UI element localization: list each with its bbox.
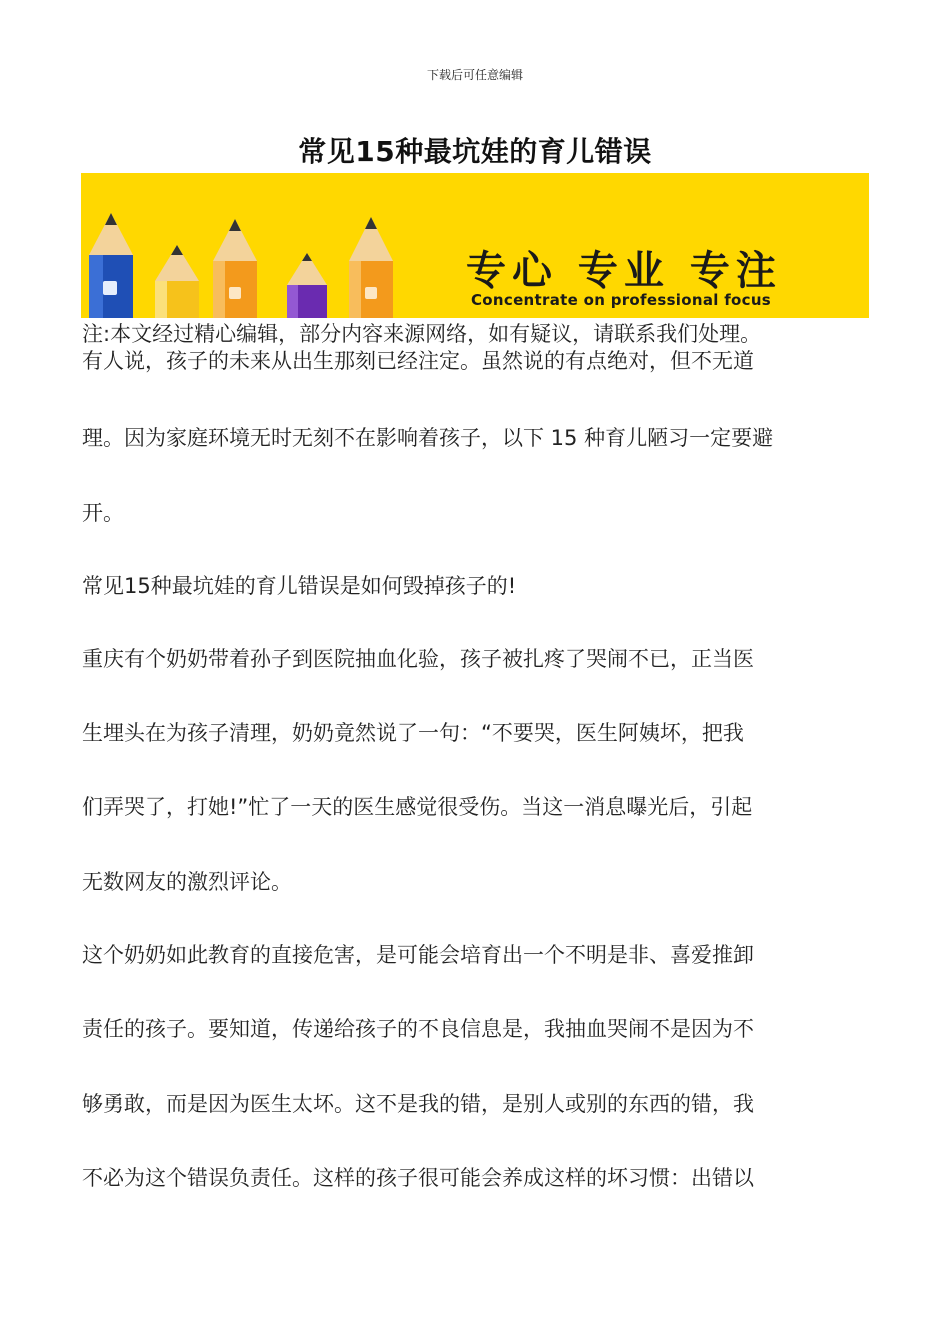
body-line: 这个奶奶如此教育的直接危害，是可能会培育出一个不明是非、喜爱推卸 <box>82 943 754 967</box>
body-line: 够勇敢，而是因为医生太坏。这不是我的错，是别人或别的东西的错，我 <box>82 1092 754 1116</box>
body-line: 生埋头在为孩子清理，奶奶竟然说了一句：“不要哭，医生阿姨坏，把我 <box>82 721 744 745</box>
pencil-blue <box>89 213 133 318</box>
body-line: 无数网友的激烈评论。 <box>82 870 292 894</box>
section-heading: 常见15种最坑娃的育儿错误是如何毁掉孩子的! <box>82 574 517 598</box>
note-line: 有人说，孩子的未来从出生那刻已经注定。虽然说的有点绝对，但不无道 <box>82 349 754 373</box>
body-line: 重庆有个奶奶带着孙子到医院抽血化验，孩子被扎疼了哭闹不已，正当医 <box>82 647 754 671</box>
intro-note <box>82 321 872 375</box>
banner-slogan-en: Concentrate on professional focus <box>471 291 772 309</box>
pencil-purple <box>287 253 327 318</box>
pencil-orange <box>213 219 257 318</box>
document-title: 常见15种最坑娃的育儿错误 <box>298 135 652 168</box>
pencil-orange-2 <box>349 217 393 318</box>
body-line: 责任的孩子。要知道，传递给孩子的不良信息是，我抽血哭闹不是因为不 <box>82 1017 754 1041</box>
banner-slogan-zh: 专心 专业 专注 <box>466 248 782 294</box>
body-line: 不必为这个错误负责任。这样的孩子很可能会养成这样的坏习惯：出错以 <box>82 1166 754 1190</box>
body-line: 开。 <box>82 501 124 525</box>
body-line: 理。因为家庭环境无时无刻不在影响着孩子，以下 15 种育儿陋习一定要避 <box>82 426 774 450</box>
banner-image <box>81 173 869 318</box>
note-line: 注:本文经过精心编辑，部分内容来源网络，如有疑议，请联系我们处理。 <box>82 322 762 346</box>
body-line: 们弄哭了，打她!”忙了一天的医生感觉很受伤。当这一消息曝光后，引起 <box>82 795 753 819</box>
header-note: 下载后可任意编辑 <box>426 68 523 82</box>
pencil-yellow <box>155 245 199 318</box>
